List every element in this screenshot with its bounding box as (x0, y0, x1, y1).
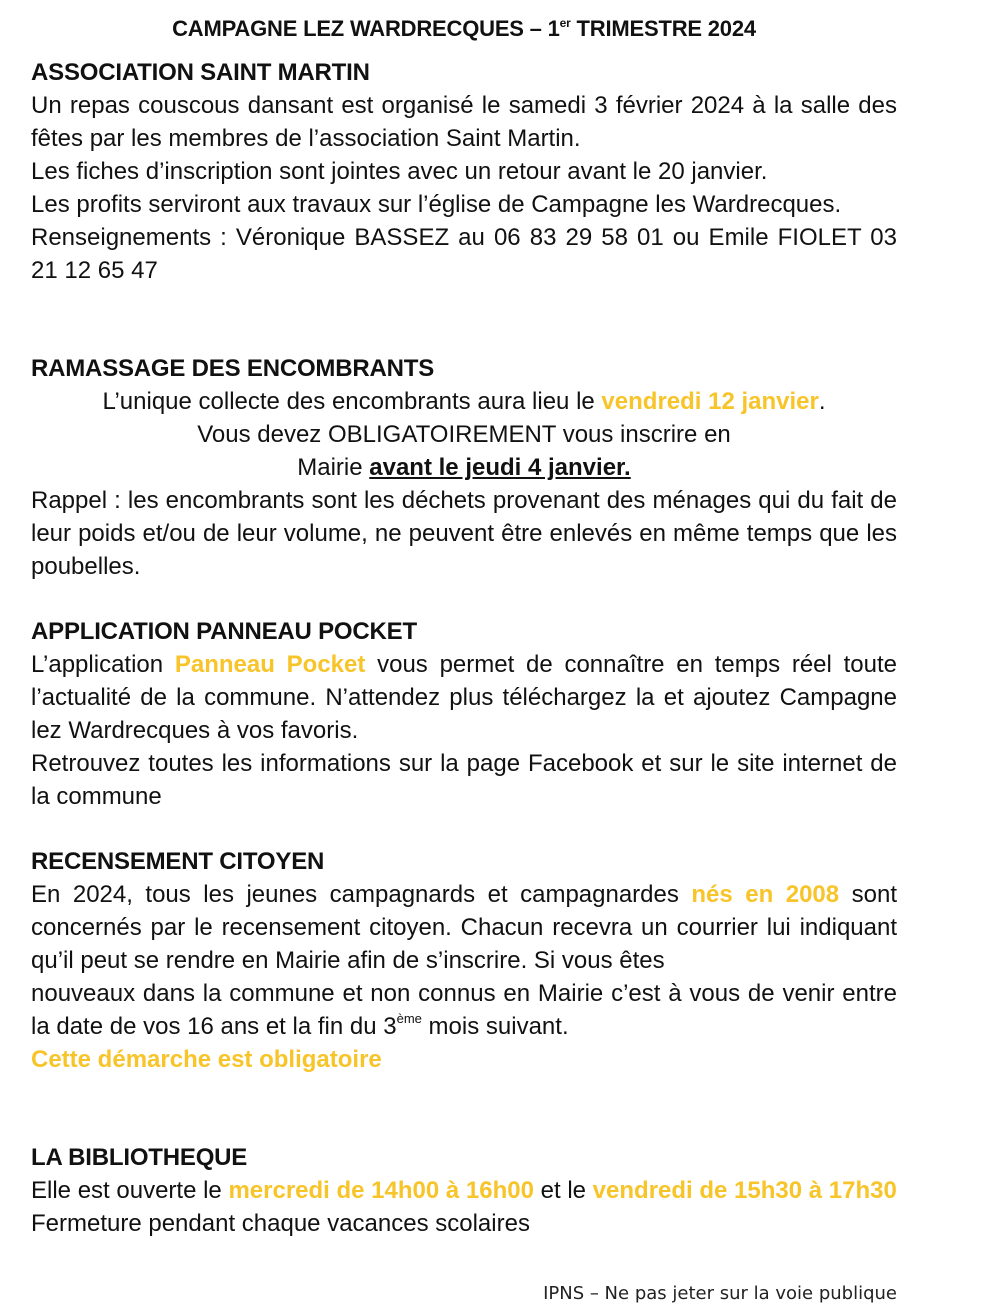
section-heading: LA BIBLIOTHEQUE (31, 1144, 248, 1171)
section-heading: RAMASSAGE DES ENCOMBRANTS (31, 355, 435, 382)
collection-date-line: L’unique collecte des encombrants aura lieu le vendredi 12 janvier. (102, 388, 826, 415)
section-heading: APPLICATION PANNEAU POCKET (31, 618, 417, 645)
collection-date: vendredi 12 janvier (601, 388, 819, 415)
section-heading: ASSOCIATION SAINT MARTIN (31, 59, 370, 86)
birth-year: nés en 2008 (691, 881, 840, 908)
paragraph: Retrouvez toutes les informations sur la page Facebook et sur le site internet de la commune (31, 750, 897, 810)
section-heading: RECENSEMENT CITOYEN (31, 848, 325, 875)
title-text-end: TRIMESTRE 2024 (570, 16, 756, 41)
title-superscript: er (559, 16, 571, 30)
contact-paragraph: Renseignements : Véronique BASSEZ au 06 83 29 58 01 ou Emile FIOLET 03 21 12 65 47 (31, 224, 897, 284)
deadline-line: Mairie avant le jeudi 4 janvier. (297, 454, 631, 481)
paragraph: nouveaux dans la commune et non connus en Mairie c’est à vous de venir entre la date de vos 16 ans et la fin du 3ème mois suivant. (31, 980, 897, 1040)
title-text: CAMPAGNE LEZ WARDRECQUES – 1 (172, 16, 560, 41)
friday-hours: vendredi de 15h30 à 17h30 (592, 1177, 897, 1204)
section-bibliotheque (31, 1142, 897, 1240)
wednesday-hours: mercredi de 14h00 à 16h00 (228, 1177, 534, 1204)
section-association (31, 57, 897, 287)
paragraph: Un repas couscous dansant est organisé le samedi 3 février 2024 à la salle des fêtes par les membres de l’association Saint Martin. (31, 92, 897, 152)
paragraph: En 2024, tous les jeunes campagnards et campagnardes nés en 2008 sont concernés par le recensement citoyen. Chacun recevra un courrier lui indiquant qu’il peut se rendre en Mairie afin de s’inscrire. Si vous êtes (31, 881, 898, 974)
deadline: avant le jeudi 4 janvier. (369, 454, 631, 481)
paragraph: Rappel : les encombrants sont les déchets provenant des ménages qui du fait de leur poids et/ou de leur volume, ne peuvent être enlevés en même temps que les poubelles. (31, 487, 897, 580)
mandatory-notice: Cette démarche est obligatoire (31, 1046, 382, 1073)
footer-ipns: IPNS – Ne pas jeter sur la voie publique (543, 1283, 897, 1304)
app-name: Panneau Pocket (174, 651, 366, 678)
paragraph: L’application Panneau Pocket vous permet de connaître en temps réel toute l’actualité de la commune. N’attendez plus téléchargez la et ajoutez Campagne lez Wardrecques à vos favoris. (31, 651, 897, 744)
paragraph: Les fiches d’inscription sont jointes avec un retour avant le 20 janvier. (31, 158, 768, 185)
paragraph: Fermeture pendant chaque vacances scolaires (31, 1210, 530, 1237)
section-panneau-pocket (31, 616, 897, 813)
page-title (31, 12, 897, 46)
opening-hours: Elle est ouverte le mercredi de 14h00 à 16h00 et le vendredi de 15h30 à 17h30 (31, 1177, 897, 1204)
paragraph: Les profits serviront aux travaux sur l’église de Campagne les Wardrecques. (31, 191, 842, 218)
registration-line: Vous devez OBLIGATOIREMENT vous inscrire en (197, 421, 731, 448)
section-recensement (31, 846, 897, 1076)
section-encombrants (31, 353, 897, 583)
